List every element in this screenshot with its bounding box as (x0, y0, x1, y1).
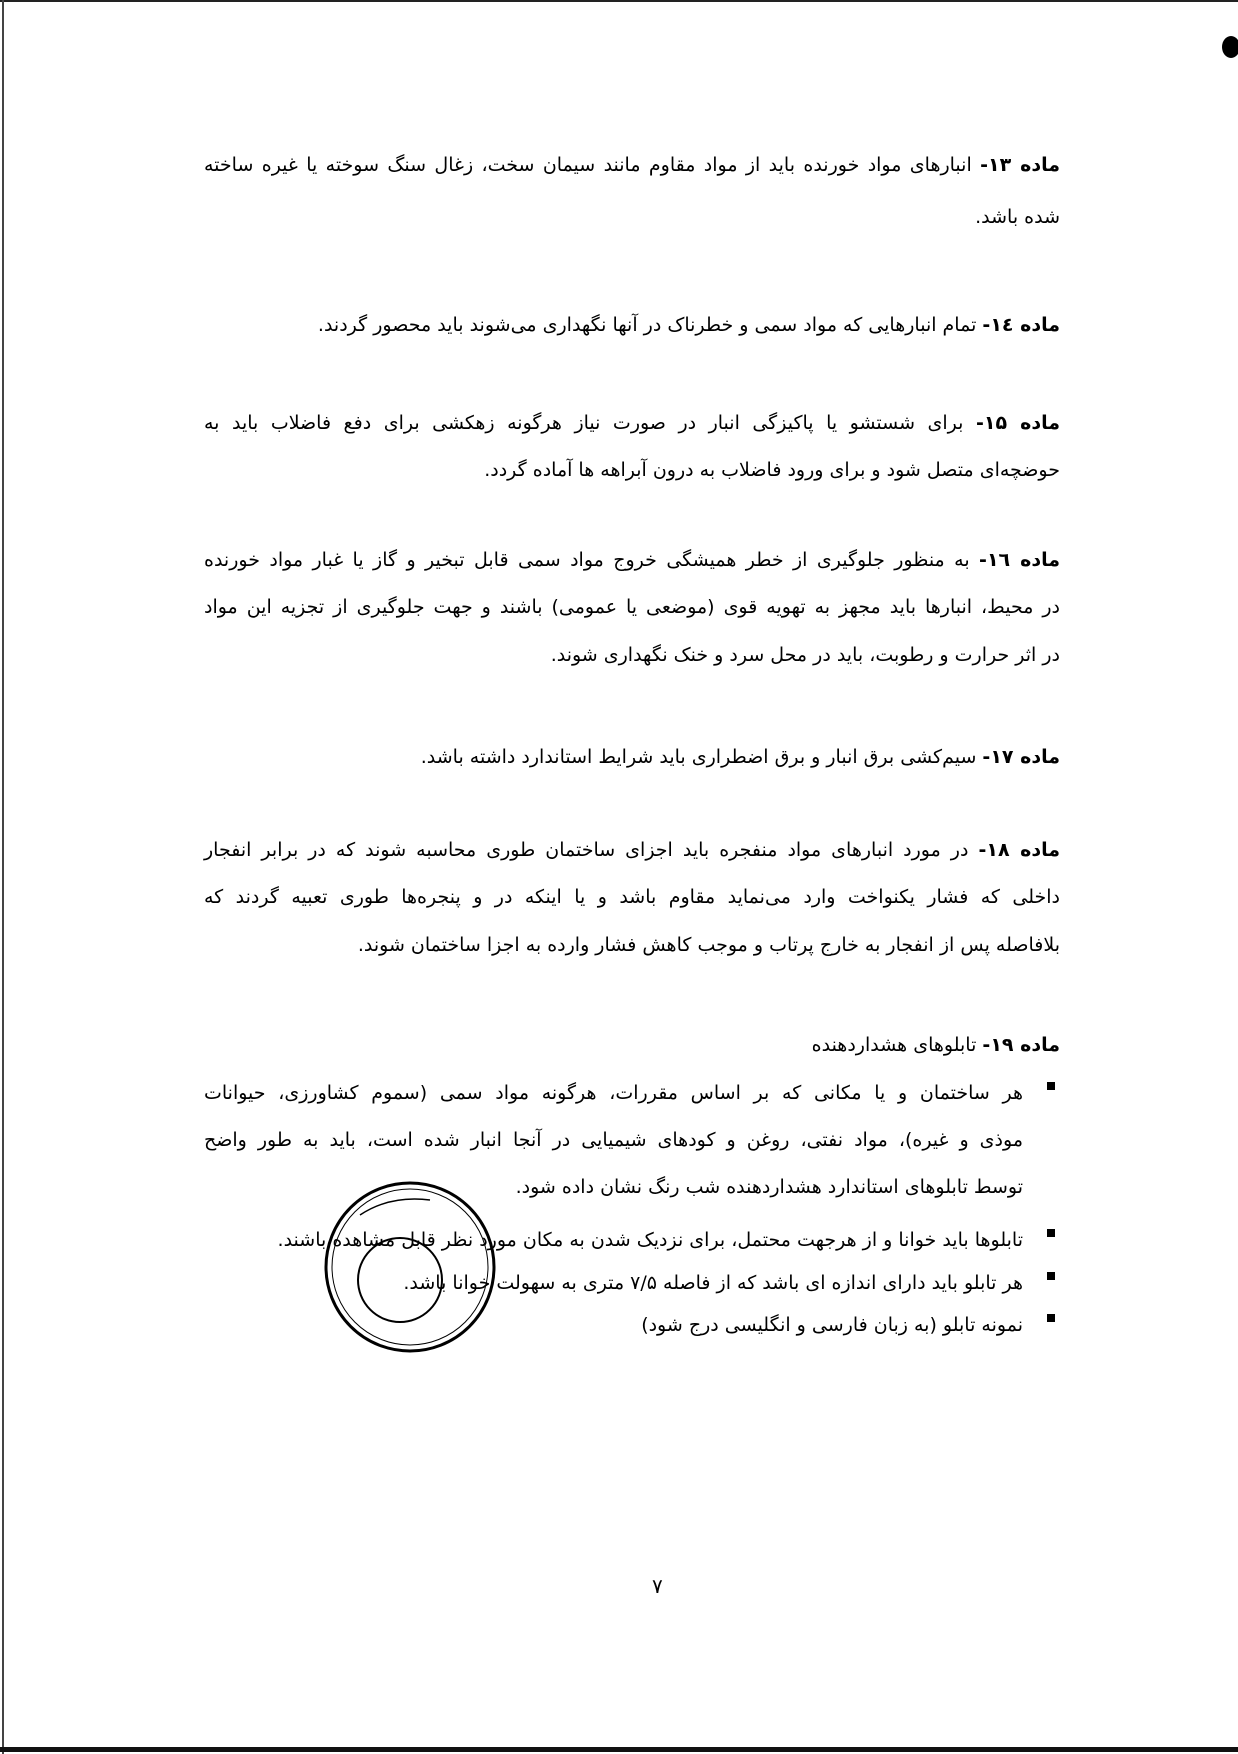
article-text: انبارهای مواد خورنده باید از مواد مقاوم مانند سیمان سخت، زغال سنگ سوخته یا غیره ساخته (204, 154, 972, 176)
article-16-line-2: در محیط، انبارها باید مجهز به تهویه قوی (موضعی یا عمومی) باشند و جهت جلوگیری از تجزیه این مواد (204, 596, 1060, 618)
bullet-4: نمونه تابلو (به زبان فارسی و انگلیسی درج شود) (641, 1314, 1023, 1336)
article-label: ماده ۱۷- (982, 746, 1060, 768)
article-15-line-2: حوضچه‌ای متصل شود و برای ورود فاضلاب به درون آبراهه ها آماده گردد. (484, 459, 1060, 481)
article-13-line-2: شده باشد. (975, 206, 1060, 228)
article-16-line-1 (204, 545, 1060, 575)
article-text: به منظور جلوگیری از خطر همیشگی خروج مواد سمی قابل تبخیر و گاز یا غبار مواد خورنده (204, 549, 970, 571)
bullet-1-line-1: هر ساختمان و یا مکانی که بر اساس مقررات، هرگونه مواد سمی (سموم کشاورزی، حیوانات (204, 1082, 1023, 1104)
scan-edge-top (0, 0, 1238, 2)
article-text: تمام انبارهایی که مواد سمی و خطرناک در آنها نگهداری می‌شوند باید محصور گردند. (317, 314, 977, 336)
article-label: ماده ۱۳- (980, 154, 1061, 176)
scan-edge-bottom (0, 1747, 1238, 1752)
article-label: ماده ۱٦- (979, 549, 1060, 571)
bullet-1-line-3: توسط تابلوهای استاندارد هشداردهنده شب رنگ نشان داده شود. (515, 1176, 1023, 1198)
article-text: برای شستشو یا پاکیزگی انبار در صورت نیاز هرگونه زهکشی برای دفع فاضلاب باید به (204, 412, 964, 434)
bullet-1-line-2: موذی و غیره)، مواد نفتی، روغن و کودهای شیمیایی در آنجا انبار شده است، باید به طور واضح (204, 1129, 1023, 1151)
article-18-line-3: بلافاصله پس از انفجار به خارج پرتاب و موجب کاهش فشار وارده به اجزا ساختمان شوند. (357, 934, 1060, 956)
article-18-line-2: داخلی که فشار یکنواخت وارد می‌نماید مقاوم باشد و یا اینکه در و پنجره‌ها طوری تعبیه گردند که (204, 886, 1060, 908)
punch-hole-mark (1222, 36, 1238, 58)
article-19-heading (812, 1030, 1060, 1060)
article-16-line-3: در اثر حرارت و رطوبت، باید در محل سرد و خنک نگهداری شوند. (550, 644, 1060, 666)
article-17-line-1 (421, 742, 1060, 772)
bullet-icon (1047, 1229, 1055, 1237)
article-15-line-1 (204, 408, 1060, 438)
article-title: تابلوهای هشداردهنده (811, 1034, 977, 1056)
article-13-line-1 (204, 150, 1060, 180)
article-label: ماده ۱٤- (982, 314, 1060, 336)
article-18-line-1 (204, 835, 1060, 865)
bullet-icon (1047, 1082, 1055, 1090)
bullet-icon (1047, 1314, 1055, 1322)
article-14-line-1 (318, 310, 1060, 340)
page-number: ۷ (652, 1574, 663, 1598)
article-text: سیم‌کشی برق انبار و برق اضطراری باید شرایط استاندارد داشته باشد. (420, 746, 977, 768)
article-label: ماده ۱۹- (982, 1034, 1060, 1056)
article-label: ماده ۱۸- (978, 839, 1061, 861)
bullet-icon (1047, 1272, 1055, 1280)
scan-edge-left (2, 0, 4, 1754)
article-text: در مورد انبارهای مواد منفجره باید اجزای ساختمان طوری محاسبه شوند که در برابر انفجار (204, 839, 969, 861)
bullet-3: هر تابلو باید دارای اندازه ای باشد که از فاصله ۷/۵ متری به سهولت خوانا باشد. (403, 1272, 1023, 1294)
official-stamp (320, 1175, 500, 1355)
bullet-2: تابلوها باید خوانا و از هرجهت محتمل، برای نزدیک شدن به مکان مورد نظر قابل مشاهده باشند. (277, 1229, 1023, 1251)
article-label: ماده ۱۵- (975, 412, 1060, 434)
